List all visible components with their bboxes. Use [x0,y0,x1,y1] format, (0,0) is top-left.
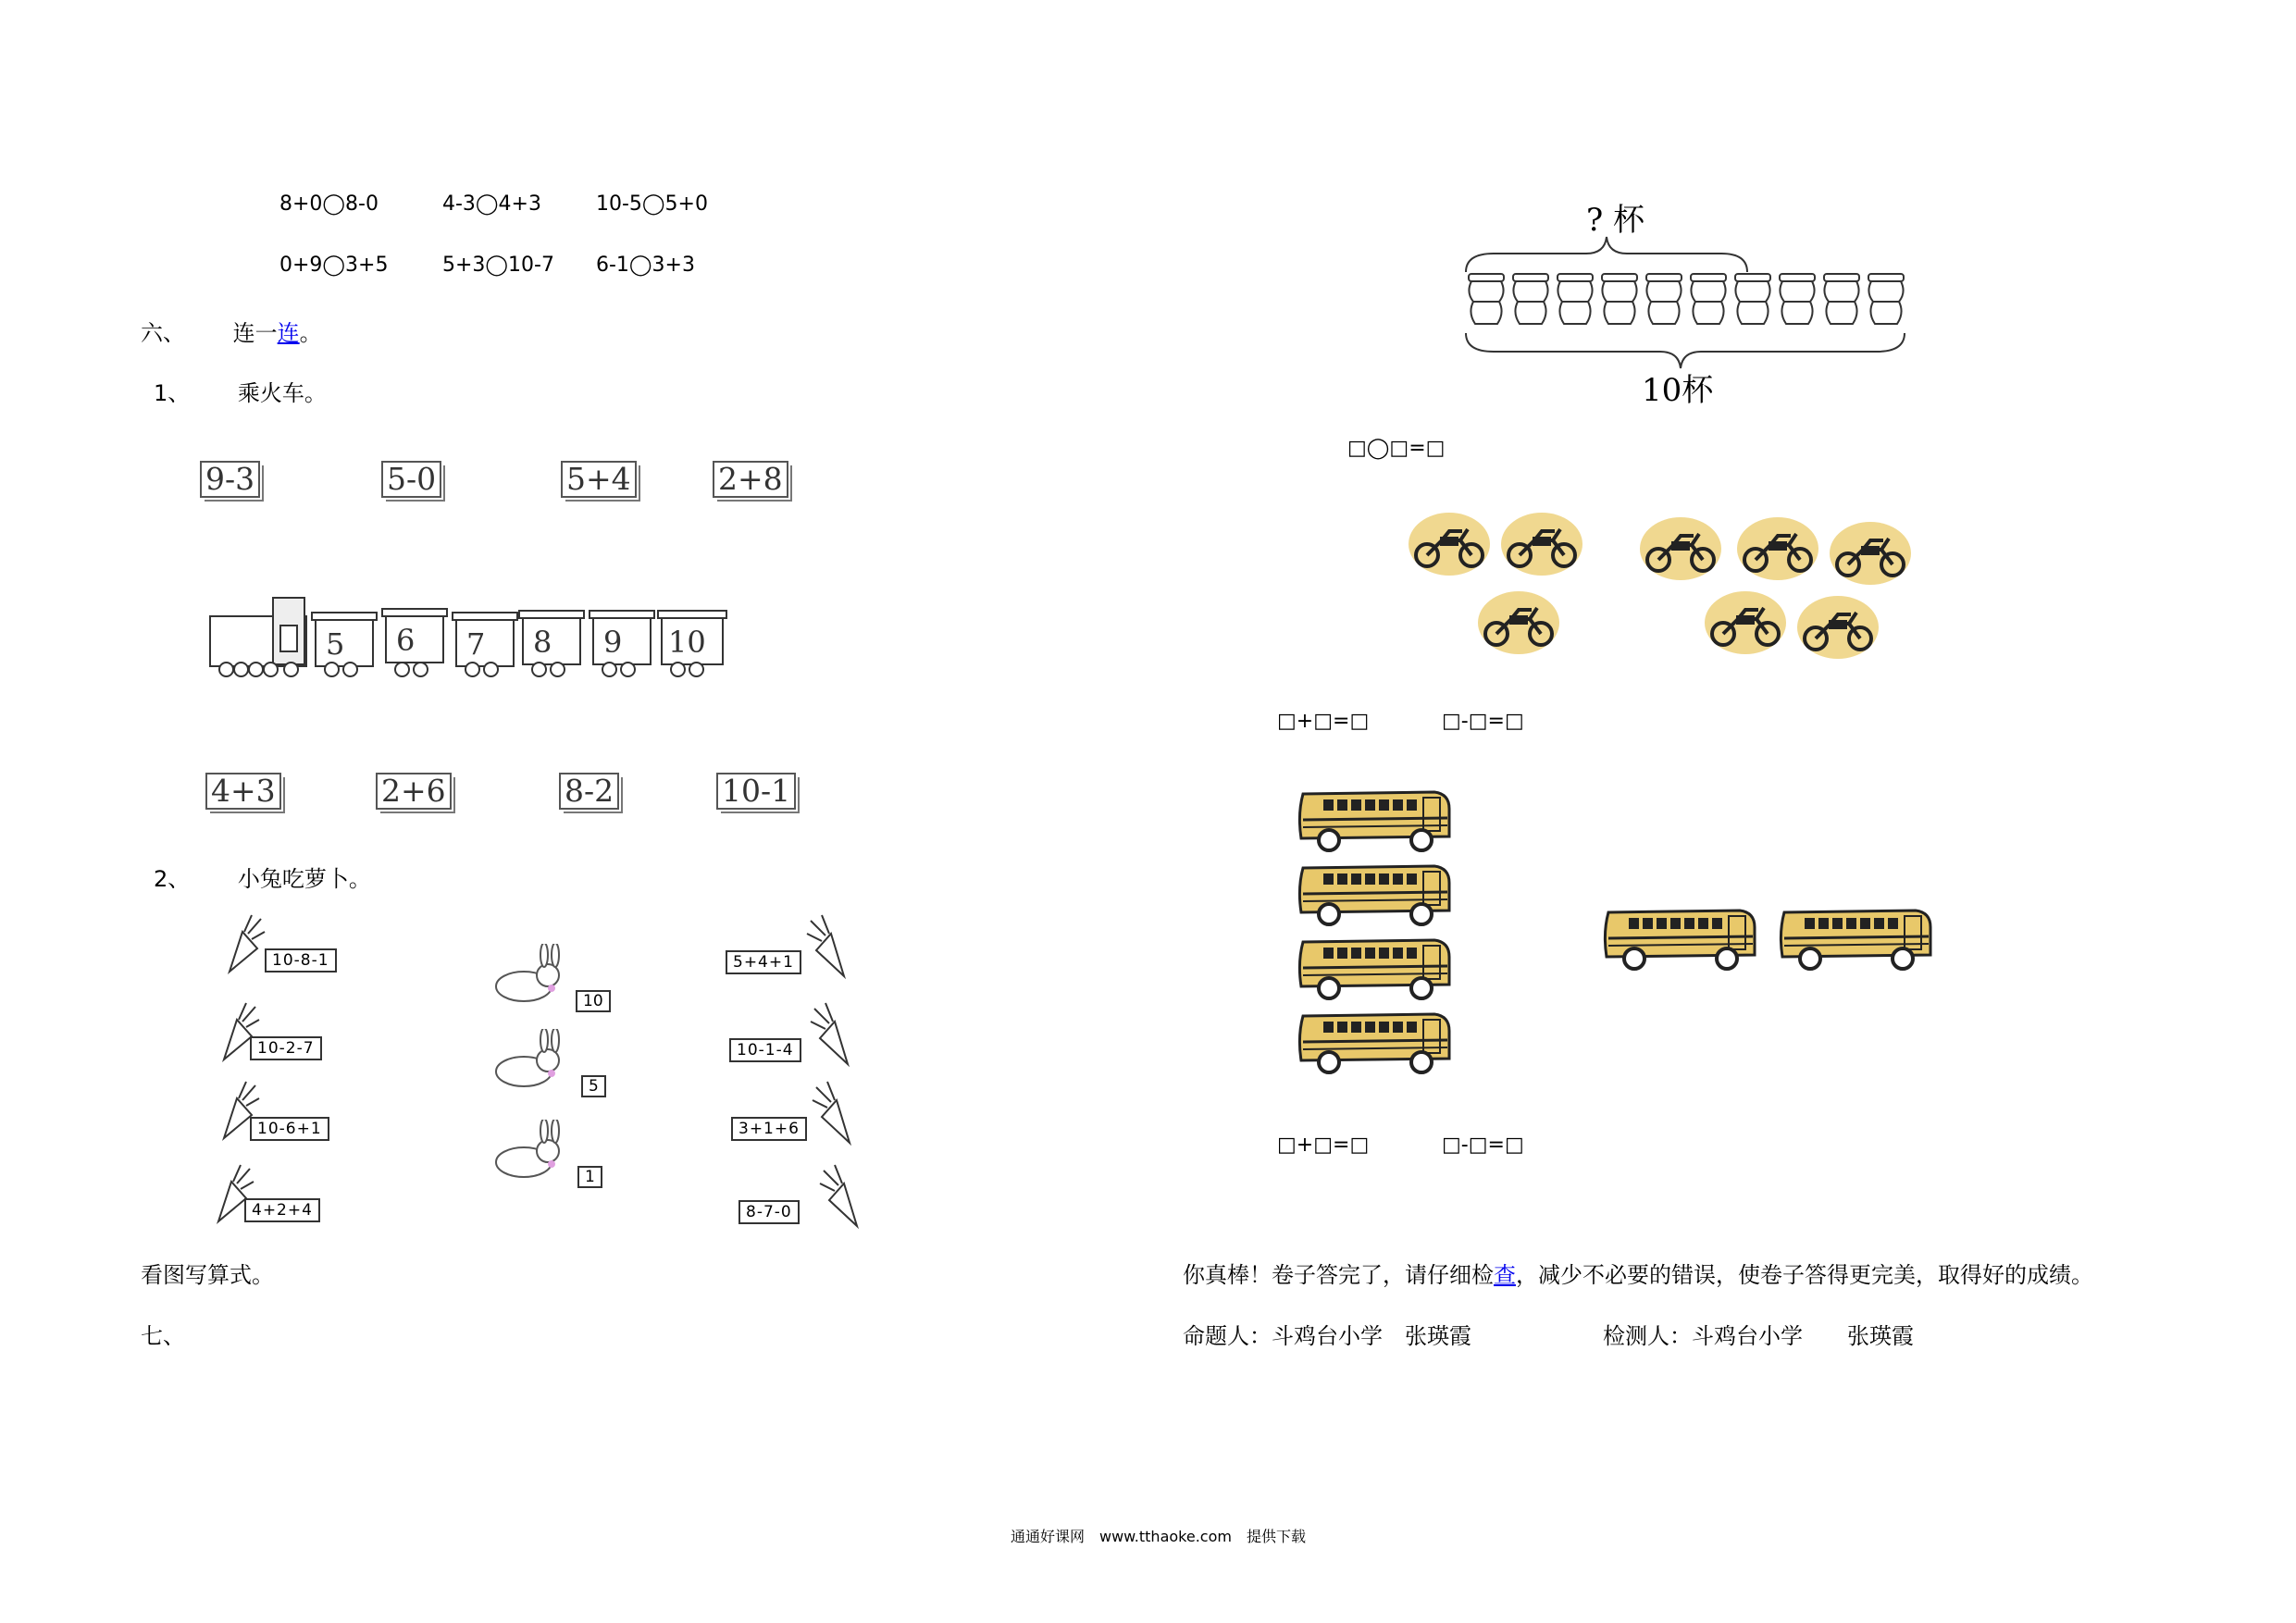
compare-expr: 4-3◯4+3 [442,192,541,216]
item-text: 乘火车。 [237,380,327,406]
rabbit-3 [490,1120,620,1184]
wheel [620,662,636,677]
wheel [218,662,234,677]
cup-icon [1688,272,1729,328]
carrot-expr: 3+1+6 [731,1117,807,1141]
bus-icon [1777,905,1934,977]
bus-formula-add: □+□=□ [1277,1134,1370,1157]
wagon-number: 10 [668,625,706,660]
wheel [413,662,428,677]
section6-heading [141,315,322,347]
praise-text: 你真棒！卷子答完了，请仔细检 [1183,1262,1494,1288]
cup-icon [1866,272,1906,328]
item-number: 1、 [154,380,191,406]
wheel [465,662,480,677]
wagon-number: 7 [466,626,486,662]
wheel [342,662,358,677]
author-right: 检测人：斗鸡台小学 张瑛霞 [1603,1323,1914,1349]
wheel [394,662,410,677]
wheel [324,662,340,677]
train-bottom-expr: 2+6 [376,773,452,810]
buses-figure [1296,787,1943,1101]
carrot-right-2 [729,999,868,1069]
cup-icon [1599,272,1640,328]
train-bottom-expr: 8-2 [559,773,619,810]
carrot-left-4 [213,1161,352,1226]
carrot-icon [809,1078,855,1147]
look-write-instruction: 看图写算式。 [141,1262,274,1288]
train-bottom-expr: 4+3 [205,773,281,810]
wagon-number: 5 [326,626,345,662]
praise-text-end: ，减少不必要的错误，使卷子答得更完美，取得好的成绩。 [1516,1262,2093,1288]
carrot-right-3 [731,1078,870,1147]
rabbit-icon [490,1120,574,1184]
carrot-expr: 10-1-4 [729,1038,801,1062]
motorcycle-icon [1703,588,1788,658]
cup-icon [1732,272,1773,328]
motorcycle-icon [1499,509,1584,579]
cups-question: ? 杯 [1586,202,1645,239]
item1-heading [154,375,327,407]
bus-icon [1296,935,1453,1007]
motorcycle-icon [1407,509,1492,579]
wheel [689,662,704,677]
section-text: 连一 [232,320,278,346]
wheel [283,662,299,677]
rabbit-icon [490,944,574,1009]
carrot-right-4 [738,1161,877,1231]
author-left: 命题人：斗鸡台小学 张瑛霞 [1183,1323,1471,1349]
motorcycle-icon [1735,514,1820,584]
compare-expr: 5+3◯10-7 [442,254,554,277]
compare-expr: 10-5◯5+0 [596,192,708,216]
wagon [522,615,581,665]
carrot-expr: 10-2-7 [250,1036,322,1060]
carrot-icon [224,911,270,976]
item-number: 2、 [154,866,191,892]
rabbit-number: 1 [577,1166,602,1188]
section7-heading: 七、 [141,1323,185,1349]
bus-icon [1601,905,1758,977]
bus-icon [1296,861,1453,933]
carrot-icon [803,911,850,981]
wheel [483,662,499,677]
cup-row [1466,272,1910,328]
wheel [248,662,264,677]
lian-link[interactable]: 连 [277,320,300,346]
footer-credit: 通通好课网 www.tthaoke.com 提供下载 [1011,1528,1306,1545]
train-top-expr: 2+8 [713,461,788,498]
train-top-expr: 5-0 [381,461,441,498]
carrot-expr: 10-6+1 [250,1117,329,1141]
rabbit-icon [490,1029,574,1094]
wheel [602,662,617,677]
motorcycle-icon [1638,514,1723,584]
moto-formula-sub: □-□=□ [1442,710,1524,733]
train [209,597,727,680]
compare-expr: 0+9◯3+5 [279,254,389,277]
cup-icon [1777,272,1818,328]
motorcycle-icon [1828,518,1913,588]
wagon-number: 9 [603,625,623,660]
wagon [315,617,374,667]
moto-formula-add: □+□=□ [1277,710,1370,733]
carrot-right-1 [726,911,864,981]
cup-icon [1466,272,1507,328]
check-link[interactable]: 查 [1494,1262,1516,1288]
cup-icon [1555,272,1595,328]
carrot-expr: 5+4+1 [726,950,801,974]
section-end: 。 [299,320,322,346]
rabbit-number: 5 [581,1075,606,1097]
train-top-expr: 5+4 [561,461,637,498]
wheel [550,662,565,677]
carrot-left-3 [218,1078,357,1143]
bus-formula-sub: □-□=□ [1442,1134,1524,1157]
item2-heading [154,861,371,893]
wagon [661,615,724,665]
wagon [385,613,444,663]
wheel [233,662,249,677]
bus-icon [1296,1009,1453,1081]
wagon-number: 6 [396,623,416,658]
carrot-icon [807,999,853,1069]
cups-total: 10杯 [1642,372,1714,409]
carrot-expr: 4+2+4 [244,1198,320,1222]
cup-icon [1510,272,1551,328]
motorcycles-figure [1407,509,1925,675]
motorcycle-icon [1795,592,1880,663]
rabbit-2 [490,1029,620,1094]
wheel [670,662,686,677]
wheel [531,662,547,677]
locomotive-door [279,625,298,652]
cups-figure [1457,194,1919,407]
carrot-expr: 8-7-0 [738,1200,800,1224]
train-top-expr: 9-3 [200,461,260,498]
wagon-number: 8 [533,625,552,660]
compare-expr: 8+0◯8-0 [279,192,379,216]
motorcycle-icon [1476,588,1561,658]
compare-expr: 6-1◯3+3 [596,254,695,277]
section-number: 六、 [141,320,185,346]
wagon [592,615,652,665]
carrot-expr: 10-8-1 [265,948,337,973]
cups-formula: □◯□=□ [1347,437,1446,460]
carrot-icon [816,1161,863,1231]
rabbit-number: 10 [576,990,611,1012]
train-bottom-expr: 10-1 [716,773,796,810]
wagon [455,617,515,667]
cup-icon [1821,272,1862,328]
cup-icon [1644,272,1684,328]
rabbit-1 [490,944,620,1009]
carrot-left-2 [218,999,357,1064]
item-text: 小兔吃萝卜。 [237,866,371,892]
wheel [263,662,279,677]
praise-line [1183,1257,2093,1289]
carrot-left-1 [224,911,363,976]
bus-icon [1296,787,1453,859]
